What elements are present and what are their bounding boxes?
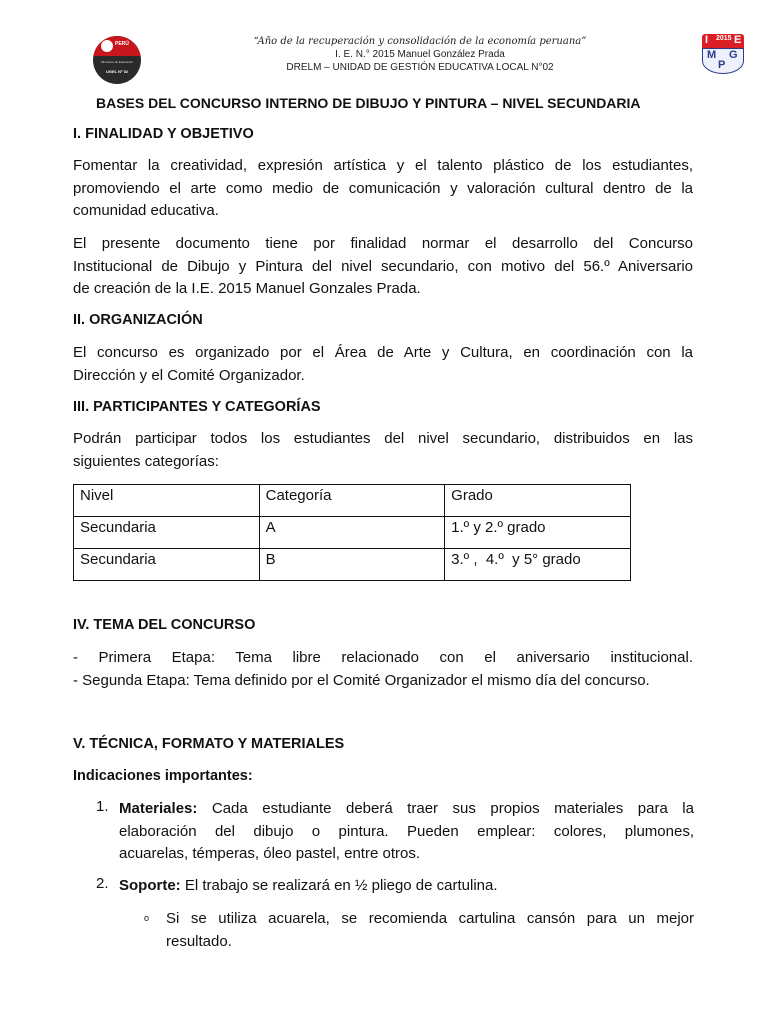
header-school-name: I. E. N.° 2015 Manuel González Prada	[335, 49, 505, 60]
table-cell: Secundaria	[74, 549, 260, 581]
section-5-heading: V. TÉCNICA, FORMATO Y MATERIALES	[73, 736, 345, 752]
table-cell: 3.º , 4.º y 5° grado	[445, 549, 631, 581]
section-4-heading: IV. TEMA DEL CONCURSO	[73, 617, 256, 633]
table-header-cell: Nivel	[74, 485, 260, 517]
section-1-heading: I. FINALIDAD Y OBJETIVO	[73, 126, 254, 142]
table-cell: B	[259, 549, 445, 581]
section-2-heading: II. ORGANIZACIÓN	[73, 312, 203, 328]
table-header-row	[74, 485, 631, 517]
table-header-cell: Categoría	[259, 485, 445, 517]
section-4-lines: - Primera Etapa: Tema libre relacionado con el aniversario institucional. - Segunda Etapa: Tema definido por el Comité Organizador el mismo día del concurso.	[73, 649, 693, 689]
bullet-circle-icon: o	[144, 913, 150, 923]
table-row	[74, 549, 631, 581]
section-3-paragraph: Podrán participar todos los estudiantes del nivel secundario, distribuidos en las siguientes categorías:	[73, 430, 693, 470]
categories-table	[73, 484, 631, 581]
table-cell: 1.º y 2.º grado	[445, 517, 631, 549]
list-item-materiales: Materiales: Cada estudiante deberá traer sus propios materiales para la elaboración del dibujo o pintura. Pueden emplear: colores, plumones, acuarelas, témperas, óleo pastel, entre otros.	[119, 800, 694, 862]
section-2-paragraph: El concurso es organizado por el Área de Arte y Cultura, en coordinación con la Dirección y el Comité Organizador.	[73, 344, 693, 384]
table-header-cell: Grado	[445, 485, 631, 517]
school-crest-logo: I 2015 E M G P	[702, 34, 744, 74]
list-item-number: 2.	[96, 875, 109, 892]
list-item-number: 1.	[96, 798, 109, 815]
section-5-subheading: Indicaciones importantes:	[73, 768, 253, 784]
table-row	[74, 517, 631, 549]
list-item-soporte: Soporte: El trabajo se realizará en ½ pliego de cartulina.	[119, 877, 498, 894]
sub-list-item-acuarela: Si se utiliza acuarela, se recomienda cartulina cansón para un mejor resultado.	[166, 910, 694, 950]
section-3-heading: III. PARTICIPANTES Y CATEGORÍAS	[73, 399, 321, 415]
section-1-paragraph-1: Fomentar la creatividad, expresión artística y el talento plástico de los estudiantes, promoviendo el arte como medio de comunicación y valoración cultural dentro de la comunidad educativa.	[73, 157, 693, 219]
table-cell: A	[259, 517, 445, 549]
document-title: BASES DEL CONCURSO INTERNO DE DIBUJO Y PINTURA – NIVEL SECUNDARIA	[96, 95, 641, 111]
section-1-paragraph-2: El presente documento tiene por finalidad normar el desarrollo del Concurso Institucional de Dibujo y Pintura del nivel secundario, con motivo del 56.º Aniversario de creación de la I.E. 2015 Manuel Gonzales Prada.	[73, 235, 693, 297]
header-drelm: DRELM – UNIDAD DE GESTIÓN EDUCATIVA LOCAL N°02	[286, 62, 554, 73]
table-cell: Secundaria	[74, 517, 260, 549]
ugel-logo: PERÚ Ministerio de Educación UGEL Nº 02	[93, 36, 141, 84]
header-motto: “Año de la recuperación y consolidación de la economía peruana”	[253, 36, 587, 47]
